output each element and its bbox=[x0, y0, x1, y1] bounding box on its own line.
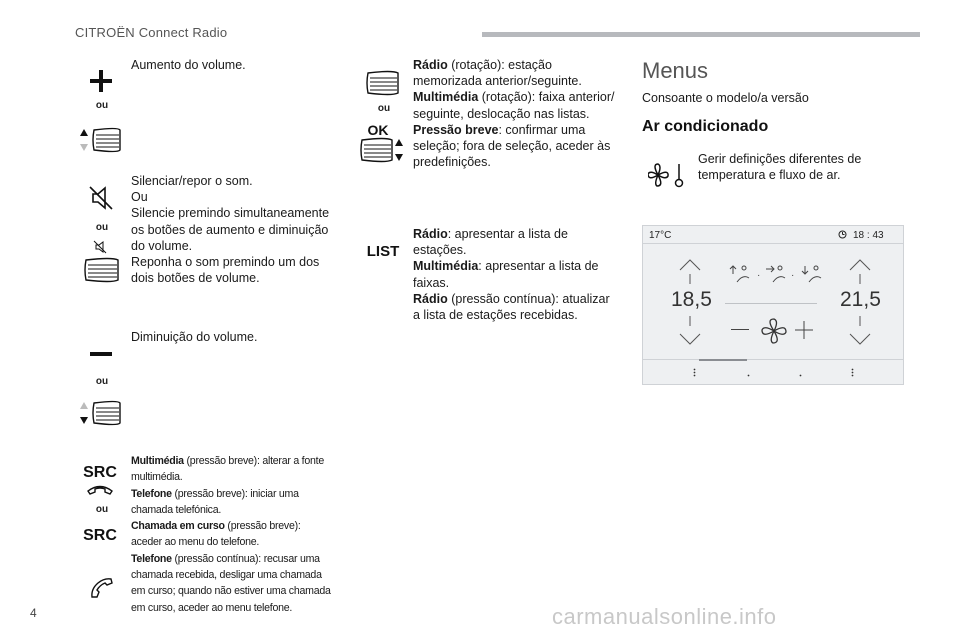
list-text bbox=[413, 226, 623, 323]
mute-line: Reponha o som premindo um dos bbox=[131, 255, 320, 270]
list-line bbox=[413, 275, 623, 291]
mute-line: dois botões de volume. bbox=[131, 271, 260, 286]
rotary-line bbox=[413, 138, 623, 154]
src-line: chamada recebida, desligar uma chamada bbox=[131, 569, 322, 582]
climate-icon bbox=[648, 160, 688, 190]
fan-icon bbox=[759, 316, 789, 346]
left-temp: 18,5 bbox=[671, 288, 712, 311]
rotary-desc: memorizada anterior/seguinte. bbox=[413, 74, 582, 89]
rotary-line bbox=[413, 89, 623, 105]
ok-label: OK bbox=[367, 122, 389, 138]
src-line bbox=[131, 453, 341, 469]
section-subtitle: Consoante o modelo/a versão bbox=[642, 91, 809, 105]
src-line: em curso; quando não estiver uma chamada bbox=[131, 585, 331, 598]
active-tab-indicator bbox=[699, 359, 747, 361]
src-desc: (pressão breve): alterar a fonte bbox=[183, 455, 324, 467]
ou-label: ou bbox=[377, 103, 391, 114]
right-temp-down-arrow[interactable] bbox=[849, 316, 871, 346]
rotary-line bbox=[413, 106, 623, 122]
airflow-feet-icon[interactable] bbox=[801, 264, 823, 284]
rotary-desc: (rotação): estação bbox=[447, 58, 552, 72]
climate-desc bbox=[698, 151, 898, 183]
fan-decrease-icon[interactable] bbox=[731, 329, 749, 330]
mute-line: Silencie premindo simultaneamente bbox=[131, 206, 330, 221]
rotary-line bbox=[413, 154, 623, 170]
list-label: LIST bbox=[366, 243, 400, 260]
phone-hangup-icon bbox=[86, 482, 114, 496]
mute-line: do volume. bbox=[131, 238, 193, 253]
right-temp-up-arrow[interactable] bbox=[849, 258, 871, 284]
left-temp-up-arrow[interactable] bbox=[679, 258, 701, 284]
src-line bbox=[131, 486, 341, 502]
mute-icon bbox=[88, 185, 114, 211]
src-term: Telefone bbox=[131, 487, 172, 500]
tab-dot-icon[interactable] bbox=[799, 374, 802, 377]
src-desc: (pressão contínua): recusar uma bbox=[171, 552, 320, 565]
rotary-text bbox=[413, 57, 623, 170]
outside-temp: 17°C bbox=[649, 230, 672, 241]
src-term: Multimédia bbox=[131, 455, 184, 467]
list-line bbox=[413, 226, 623, 242]
climate-screen bbox=[642, 225, 904, 385]
right-temp: 21,5 bbox=[840, 288, 881, 311]
rotary-desc: seleção; fora de seleção, aceder às bbox=[413, 139, 611, 154]
rotary-line bbox=[413, 122, 623, 138]
divider bbox=[725, 303, 817, 304]
header-title: CITROËN Connect Radio bbox=[75, 25, 228, 40]
src-text bbox=[131, 453, 341, 616]
phone-icon bbox=[88, 575, 114, 601]
src-line bbox=[131, 518, 341, 534]
watermark: carmanualsonline.info bbox=[552, 604, 777, 629]
menu-dots-icon[interactable] bbox=[851, 368, 854, 377]
airflow-up-icon[interactable] bbox=[729, 264, 751, 284]
ou-label: ou bbox=[95, 100, 109, 111]
volume-wheel-up-icon bbox=[78, 125, 124, 155]
list-desc: : apresentar a lista de bbox=[478, 259, 599, 274]
src-line: em curso, aceder ao menu telefone. bbox=[131, 601, 293, 614]
mute-line: Silenciar/repor o som. bbox=[131, 174, 253, 188]
list-term: Multimédia bbox=[413, 259, 479, 274]
list-line bbox=[413, 242, 623, 258]
section-title: Menus bbox=[642, 58, 709, 83]
rotary-desc: : confirmar uma bbox=[498, 122, 586, 137]
rotary-line bbox=[413, 57, 623, 73]
list-line bbox=[413, 258, 623, 274]
mute-line: os botões de aumento e diminuição bbox=[131, 222, 329, 237]
src-line bbox=[131, 551, 341, 567]
menu-dots-icon[interactable] bbox=[693, 368, 696, 377]
climate-desc-line: temperatura e fluxo de ar. bbox=[698, 168, 841, 183]
rotary-term: Rádio bbox=[413, 58, 448, 72]
rotary-term: Multimédia bbox=[413, 90, 479, 105]
rotary-wheel-icon bbox=[366, 68, 400, 98]
climate-heading: Ar condicionado bbox=[642, 118, 769, 135]
airflow-separator: · bbox=[791, 270, 795, 281]
ou-label: ou bbox=[95, 504, 109, 515]
climate-desc-line: Gerir definições diferentes de bbox=[698, 152, 862, 166]
divider bbox=[643, 243, 903, 244]
src-line: multimédia. bbox=[131, 471, 183, 484]
plus-icon bbox=[90, 70, 112, 92]
tab-dot-icon[interactable] bbox=[747, 374, 750, 377]
mute-text bbox=[131, 173, 329, 286]
header-bar bbox=[482, 32, 920, 37]
rotary-desc: seguinte, deslocação nas listas. bbox=[413, 106, 590, 121]
rotary-desc: predefinições. bbox=[413, 155, 491, 170]
list-term: Rádio bbox=[413, 291, 448, 306]
src-term: Chamada em curso bbox=[131, 520, 225, 533]
divider bbox=[643, 359, 903, 360]
volume-up-text: Aumento do volume. bbox=[131, 58, 246, 72]
src-label: SRC bbox=[83, 464, 117, 481]
volume-wheel-down-icon bbox=[78, 398, 124, 428]
list-desc: estações. bbox=[413, 243, 467, 258]
rotary-line bbox=[413, 73, 623, 89]
list-desc: a lista de estações recebidas. bbox=[413, 308, 578, 323]
minus-icon bbox=[90, 352, 112, 358]
mute-small-icon bbox=[93, 240, 107, 254]
src-line: aceder ao menu do telefone. bbox=[131, 536, 260, 549]
src-desc: (pressão breve): iniciar uma bbox=[171, 487, 299, 500]
left-temp-down-arrow[interactable] bbox=[679, 316, 701, 346]
list-desc: : apresentar a lista de bbox=[447, 227, 568, 241]
src-line: chamada telefónica. bbox=[131, 503, 222, 516]
airflow-face-icon[interactable] bbox=[765, 264, 787, 284]
list-desc: faixas. bbox=[413, 275, 450, 290]
src-term: Telefone bbox=[131, 552, 172, 565]
clock-time: 18 : 43 bbox=[853, 230, 884, 241]
list-term: Rádio bbox=[413, 227, 448, 241]
src-label: SRC bbox=[83, 527, 117, 544]
list-line bbox=[413, 291, 623, 307]
list-desc: (pressão contínua): atualizar bbox=[447, 291, 610, 306]
ou-label: ou bbox=[95, 222, 109, 233]
rotary-wheel-updown-icon bbox=[360, 136, 406, 164]
volume-wheel-icon bbox=[82, 255, 122, 285]
volume-down-text: Diminuição do volume. bbox=[131, 330, 258, 344]
list-line bbox=[413, 307, 623, 323]
src-desc: (pressão breve): bbox=[224, 520, 301, 533]
mute-line: Ou bbox=[131, 190, 148, 205]
rotary-term: Pressão breve bbox=[413, 122, 499, 137]
page-number: 4 bbox=[30, 606, 37, 620]
fan-increase-icon[interactable] bbox=[795, 321, 813, 339]
airflow-separator: · bbox=[757, 270, 761, 281]
ou-label: ou bbox=[95, 376, 109, 387]
rotary-desc: (rotação): faixa anterior/ bbox=[478, 90, 615, 105]
clock-icon bbox=[838, 230, 847, 239]
